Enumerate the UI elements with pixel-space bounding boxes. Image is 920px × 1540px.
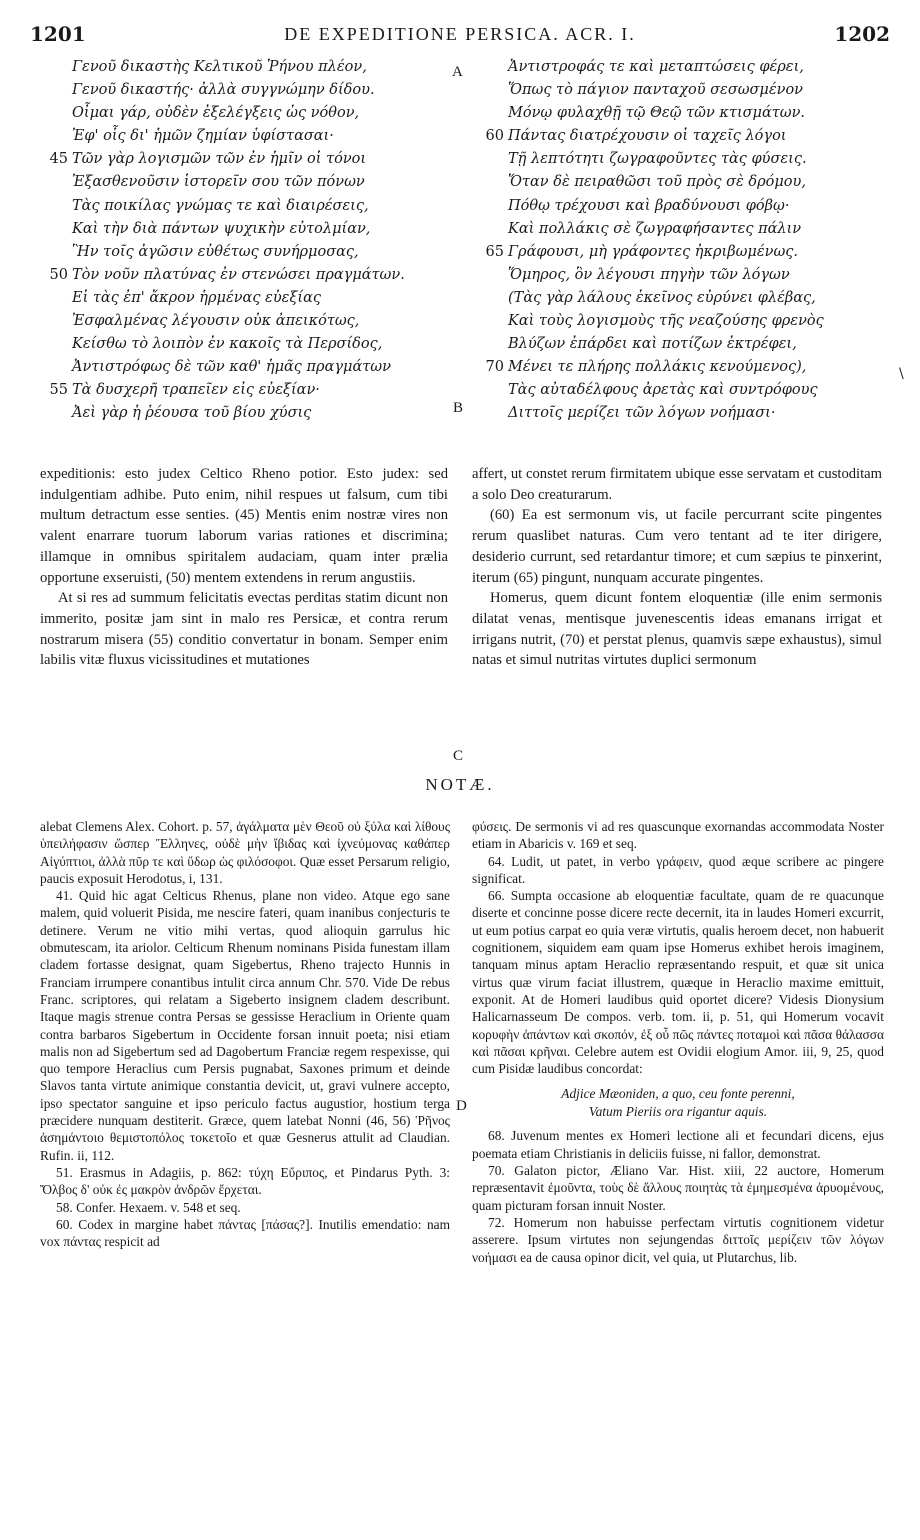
verse-line bbox=[72, 79, 442, 102]
verse-line bbox=[508, 218, 898, 241]
verse-line-text: Μένει τε πλήρης πολλάκις κενούμενος), bbox=[508, 359, 807, 376]
verse-line-text: Βλύζων ἐπάρδει καὶ ποτίζων ἐκτρέφει, bbox=[508, 336, 797, 353]
running-title: DE EXPEDITIONE PERSICA. ACR. I. bbox=[284, 24, 636, 44]
translation-paragraph: Homerus, quem dicunt fontem eloquentiæ (ille enim sermonis dilatat venas, mentisque juvenescentis ideas emanans irrigat et irrigans nutrit, (70) et perstat plenus, quamvis sæpe exhaustus), simul natas et simul nutritas virtutes duplici sermonum bbox=[472, 590, 882, 669]
verse-line-text: Ἐξασθενοῦσιν ἱστορεῖν σου τῶν πόνων bbox=[72, 174, 365, 191]
verse-line-text: Καὶ τοὺς λογισμοὺς τῆς νεαζούσης φρενὸς bbox=[508, 313, 824, 330]
notes-column-right bbox=[472, 818, 884, 1266]
verse-line-text: (Τὰς γὰρ λάλους ἐκεῖνος εὐρύνει φλέβας, bbox=[508, 289, 816, 306]
verse-line-text: Οἶμαι γάρ, οὐδὲν ἐξελέγξεις ὡς νόθον, bbox=[72, 105, 360, 122]
right-page-number: 1202 bbox=[834, 22, 890, 46]
greek-verse-right bbox=[485, 56, 898, 426]
verse-line-text: Μόνῳ φυλαχθῇ τῷ Θεῷ τῶν κτισμάτων. bbox=[508, 105, 806, 122]
page-header bbox=[30, 22, 890, 52]
verse-line-text: Τὰς ποικίλας γνώμας τε καὶ διαιρέσεις, bbox=[72, 197, 369, 214]
verse-line-text: Τῶν γὰρ λογισμῶν τῶν ἐν ἡμῖν οἱ τόνοι bbox=[72, 151, 367, 168]
verse-line-text: Ὅπως τὸ πάγιον πανταχοῦ σεσωσμένον bbox=[508, 82, 803, 99]
verse-line-text: Γράφουσι, μὴ γράφοντες ἠκριβωμένως. bbox=[508, 243, 798, 260]
verse-line bbox=[508, 264, 898, 287]
verse-line bbox=[72, 125, 442, 148]
verse-line bbox=[72, 333, 442, 356]
verse-line bbox=[72, 195, 442, 218]
verse-line bbox=[72, 171, 442, 194]
verse-line-text: Τὸν νοῦν πλατύνας ἐν στενώσει πραγμάτων. bbox=[72, 266, 405, 283]
verse-line bbox=[485, 125, 898, 148]
verse-line bbox=[49, 379, 442, 402]
marker-a: A bbox=[452, 64, 463, 80]
marker-d: D bbox=[456, 1098, 467, 1114]
verse-line bbox=[508, 79, 898, 102]
verse-line-text: Εἰ τὰς ἐπ' ἄκρον ἡρμένας εὐεξίας bbox=[72, 289, 322, 306]
verse-line-text: Τὰ δυσχερῆ τραπεῖεν εἰς εὐεξίαν· bbox=[72, 382, 320, 399]
verse-line-text: Ἐσφαλμένας λέγουσιν οὐκ ἀπεικότως, bbox=[72, 313, 360, 330]
note-paragraph: 72. Homerum non habuisse perfectam virtutis cognitionem videtur asserere. Ipsum virtutes non sejungendas διττοῖς μερίζειν τῶν λόγων νοήμασι ea de causa opinor dicit, vel quia, ut Plutarchus, lib. bbox=[472, 1214, 884, 1265]
verse-line bbox=[508, 171, 898, 194]
verse-line bbox=[72, 310, 442, 333]
verse-line bbox=[508, 402, 898, 425]
note-paragraph: 60. Codex in margine habet πάντας [πάσας?]. Inutilis emendatio: nam vox πάντας respicit ad bbox=[40, 1216, 450, 1250]
verse-line bbox=[485, 241, 898, 264]
note-paragraph: 68. Juvenum mentes ex Homeri lectione ali et fecundari dicens, ejus poemata etiam Christianis in deliciis fuisse, ni fallor, demonstrat. bbox=[472, 1128, 884, 1161]
verse-line-text: Γενοῦ δικαστής· ἀλλὰ συγγνώμην δίδου. bbox=[72, 82, 375, 99]
quote-line: Adjice Mæoniden, a quo, ceu fonte perenni, bbox=[561, 1086, 795, 1102]
verse-line bbox=[508, 195, 898, 218]
verse-line bbox=[72, 402, 442, 425]
notes-right-after bbox=[472, 1127, 884, 1265]
verse-line-text: Πόθῳ τρέχουσι καὶ βραδύνουσι φόβῳ· bbox=[508, 197, 790, 214]
verse-line-text: Διττοῖς μερίζει τῶν λόγων νοήμασι· bbox=[508, 405, 776, 422]
verse-line-text: Κείσθω τὸ λοιπὸν ἐν κακοῖς τὰ Περσίδος, bbox=[72, 336, 383, 353]
note-paragraph: 66. Sumpta occasione ab eloquentiæ facultate, quam de re quacunque diserte et concinne posse dicere recte decernit, ita in laudes Homeri excurrit, ut eum potius carpat eo quia veræ virtutis, qualis heroem decet, non habuerit cognitionem, siquidem eam quam ipse Homerus exhibet herois imaginem, tanquam minus aptam Heraclio repræsentando respuit, et quæ sit unica virtus quæ virum faciat illustrem, quæque in Heraclio maxime emittuit, exponit. At de Homeri laudibus quid oportet dicere? Videsis Dionysium Halicarnasseum De compos. verb. tom. ii, p. 51, qui Homerum vocavit κορυφὴν ἁπάντων καὶ σκοπόν, ἐξ οὗ πῶς πάντες ποταμοὶ καὶ πᾶσα θάλασσα καὶ πᾶσαι κρῆναι. Celebre autem est Ovidii elogium Amor. iii, 9, 25, quod cum Pisidæ laudibus concordat: bbox=[472, 888, 884, 1077]
left-page-number: 1201 bbox=[30, 22, 86, 46]
translation-paragraph: (60) Ea est sermonum vis, ut facile percurrant scite pingentes rerum quaslibet naturas. Cum vero tentant ad te iter dirigere, desiderio currunt, sed retardantur timore; et cum sæpius te pinxerint, iterum (65) pingunt, nunquam accurate pingentes. bbox=[472, 507, 882, 586]
note-paragraph: 58. Confer. Hexaem. v. 548 et seq. bbox=[56, 1199, 241, 1215]
verse-line-number: 70 bbox=[485, 359, 504, 376]
verse-line-number: 55 bbox=[49, 382, 68, 399]
verse-line-text: Πάντας διατρέχουσιν οἱ ταχεῖς λόγοι bbox=[508, 128, 787, 145]
note-paragraph: 41. Quid hic agat Celticus Rhenus, plane non video. Atque ego sane malem, quid voluerit Pisida, me nescire fateri, quam inanibus conjecturis te detinere. Verum ne vitio mihi vertas, quod alioquin garrulus hic obmutescam, ita ariolor. Celticum Rhenum nominans Pisida funestam illam cladem fortasse designat, quam Sigebertus, Rheno trajecto Hunnis in Franciam irrumpere conantibus intulit circa annum Chr. 570. Vide De rebus Franc. scriptores, qui relatam a Sigeberto insignem cladem describunt. Itaque magis strenue contra Persas se gessisse Heraclium in Oriente quam contra barbaros Sigebertum in Occidente forsan innuit poeta; nisi etiam malis non ad Sigebertum sed ad Dagobertum Franciæ regem respexisse, qui quo tempore Heraclius cum Persis pugnabat, Saxones primum et deinde Slavos tanta virtute animique constantia devicit, ut, gravi vulnere accepto, ipso spectator sanguine et ipso periculo factus augustior, hostium terga præcidere nunquam destiterit. Græce, quem latebat Nonni (46, 56) Ῥῆνος ἀσημάντοιο θεμιστοπόλος τοκετοῖο et quæ Gesnerus attulit ad Claudian. Rufin. ii, 112. bbox=[40, 888, 450, 1163]
verse-line bbox=[508, 56, 898, 79]
verse-line-text: Καὶ πολλάκις σὲ ζωγραφήσαντες πάλιν bbox=[508, 220, 802, 237]
quote-line: Vatum Pieriis ora rigantur aquis. bbox=[588, 1104, 768, 1120]
verse-line bbox=[508, 379, 898, 402]
note-paragraph: 64. Ludit, ut patet, in verbo γράφειν, quod æque scribere ac pingere significat. bbox=[472, 853, 884, 886]
verse-line-text: Ἣν τοῖς ἀγῶσιν εὐθέτως συνήρμοσας, bbox=[72, 243, 359, 260]
latin-translation-left bbox=[40, 464, 448, 671]
translation-paragraph: At si res ad summum felicitatis evectas perditas statim dicunt non immerito, positæ jam sint in malo res Persicæ, et contra rerum nostrarum misera (55) conditio convertatur in bonam. Semper enim labilis vitæ fluxus vicissitudines et mutationes bbox=[40, 590, 448, 669]
note-paragraph: 51. Erasmus in Adagiis, p. 862: τύχη Εὔριπος, et Pindarus Pyth. 3: Ὄλβος δ' οὐκ ἐς μακρὸν ἀνδρῶν ἔρχεται. bbox=[40, 1164, 450, 1198]
margin-mark: \ bbox=[899, 366, 904, 382]
verse-line bbox=[49, 264, 442, 287]
verse-line bbox=[508, 333, 898, 356]
verse-line bbox=[508, 102, 898, 125]
verse-line bbox=[72, 56, 442, 79]
verse-line-text: Ὅμηρος, ὃν λέγουσι πηγὴν τῶν λόγων bbox=[508, 266, 790, 283]
verse-line bbox=[508, 287, 898, 310]
verse-line bbox=[72, 356, 442, 379]
verse-line bbox=[508, 148, 898, 171]
verse-line-text: Τῇ λεπτότητι ζωγραφοῦντες τὰς φύσεις. bbox=[508, 151, 807, 168]
verse-line-text: Ἐφ' οἷς δι' ἡμῶν ζημίαν ὑφίστασαι· bbox=[72, 128, 334, 145]
greek-verse-left bbox=[49, 56, 442, 426]
latin-translation-right bbox=[472, 464, 882, 671]
verse-line bbox=[485, 356, 898, 379]
note-paragraph: φύσεις. De sermonis vi ad res quascunque exornandas accommodata Noster etiam in Abaricis v. 169 et seq. bbox=[472, 819, 884, 852]
verse-line-number: 60 bbox=[485, 128, 504, 145]
verse-line bbox=[72, 287, 442, 310]
notes-heading: NOTÆ. bbox=[425, 775, 495, 794]
verse-line-text: Ἀντιστροφάς τε καὶ μεταπτώσεις φέρει, bbox=[508, 59, 804, 75]
verse-line bbox=[508, 310, 898, 333]
verse-line-text: Ἀντιστρόφως δὲ τῶν καθ' ἡμᾶς πραγμάτων bbox=[72, 359, 391, 376]
marker-c: C bbox=[453, 748, 464, 764]
notes-column-left bbox=[40, 818, 450, 1250]
verse-line bbox=[72, 241, 442, 264]
verse-line-number: 65 bbox=[485, 243, 504, 260]
translation-paragraph: expeditionis: esto judex Celtico Rheno potior. Esto judex: sed indulgentiam adhibe. Puto enim, nihil respues ut falsum, cum tibi multum detractum esse senties. (45) Mentis enim nostræ vires non valent enarrare tuorum laborum varias rationes et discrimina; illamque in omnibus spiritalem audaciam, quam inter prælia opportune exseruisti, (50) mentem extendens in rerum angustiis. bbox=[40, 466, 448, 586]
quote-verse bbox=[472, 1085, 884, 1121]
note-paragraph: 70. Galaton pictor, Æliano Var. Hist. xiii, 22 auctore, Homerum repræsentavit ἐμοῦντα, τοὺς δὲ ἄλλους ποιητὰς τὰ ἐμημεσμένα ἀρυομένους, quam picturam forsan innuit Noster. bbox=[472, 1163, 884, 1213]
verse-line bbox=[72, 102, 442, 125]
notes-right-main bbox=[472, 818, 884, 1077]
verse-line-text: Τὰς αὐταδέλφους ἀρετὰς καὶ συντρόφους bbox=[508, 382, 818, 399]
verse-line-text: Καὶ τὴν διὰ πάντων ψυχικὴν εὐτολμίαν, bbox=[72, 220, 371, 237]
verse-line-text: Ὅταν δὲ πειραθῶσι τοῦ πρὸς σὲ δρόμου, bbox=[508, 174, 806, 191]
verse-line-text: Ἀεὶ γὰρ ἡ ῥέουσα τοῦ βίου χύσις bbox=[72, 405, 312, 422]
marker-b: B bbox=[453, 400, 464, 416]
verse-line bbox=[72, 218, 442, 241]
translation-paragraph: affert, ut constet rerum firmitatem ubique esse servatam et custoditam a solo Deo creaturarum. bbox=[472, 466, 882, 503]
ovid-quotation bbox=[472, 1085, 884, 1121]
verse-line-number: 45 bbox=[49, 151, 68, 168]
note-paragraph: alebat Clemens Alex. Cohort. p. 57, ἀγάλματα μὲν Θεοῦ οὐ ξύλα καὶ λίθους ὑπειλήφασιν ὥσπερ Ἕλληνες, οὐδὲ μὴν ἴβιδας καὶ ἰχνεύμονας καθάπερ Αἰγύπτιοι, ἀλλὰ πῦρ τε καὶ ὕδωρ ὡς φιλόσοφοι. Quæ esset Persarum religio, paucis exposuit Herodotus, i, 131. bbox=[40, 819, 450, 886]
verse-line bbox=[49, 148, 442, 171]
verse-line-text: Γενοῦ δικαστὴς Κελτικοῦ Ῥήνου πλέον, bbox=[72, 59, 367, 75]
verse-line-number: 50 bbox=[49, 266, 68, 283]
